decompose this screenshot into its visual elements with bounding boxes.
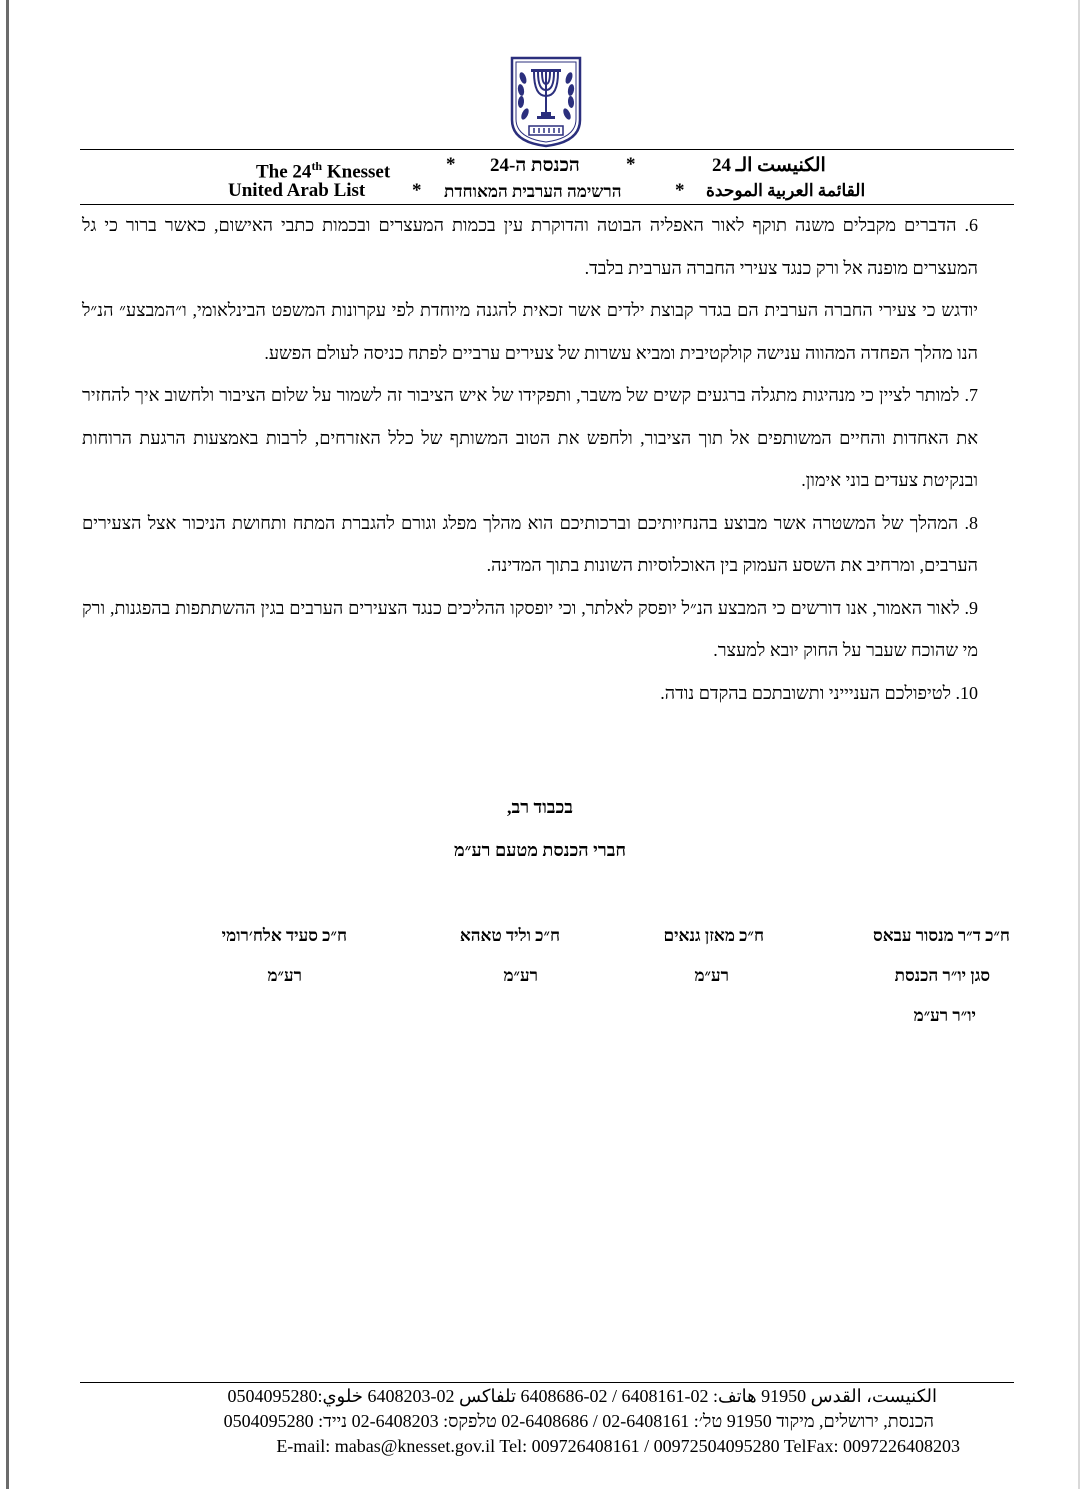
signatory-4 bbox=[222, 916, 347, 996]
party-name-en: United Arab List bbox=[228, 180, 366, 201]
signatory-name: ח״כ סעיד אלח׳רומי bbox=[221, 926, 347, 945]
signatory-party: רע״מ bbox=[503, 966, 538, 985]
footer-line-arabic: الكنيست، القدس 91950 هاتف: 02-6408161 / 02-6408686 تلفاكس 02-6408203 خلوي:0504095280 bbox=[227, 1386, 937, 1406]
scan-edge-left bbox=[6, 0, 9, 1489]
knesset-title-he: הכנסת ה-24 bbox=[490, 155, 580, 176]
footer-line-english: E-mail: mabas@knesset.gov.il Tel: 009726408161 / 00972504095280 TelFax: 0097226408203 bbox=[276, 1436, 960, 1456]
paragraph-6-note: יודגש כי צעירי החברה הערבית הם בגדר קבוצת ילדים אשר זכאית להגנה מיוחדת לפי עקרונות המשפט הבינלאומי, ו״המבצע״ הנ״ל הנו מהלך הפחדה המהווה ענישה קולקטיבית ומביא עשרות של צעירים ערביים לפתח כניסה לעולם הפשע. bbox=[82, 300, 978, 363]
paragraph-6: 6. הדברים מקבלים משנה תוקף לאור האפליה הבוטה והדוקרת עין בכמות המעצרים ובכמות כתבי האישום, כאשר ברור כי גל המעצרים מופנה אל ורק כנגד צעירי החברה הערבית בלבד. bbox=[82, 215, 978, 278]
signatory-party: רע״מ bbox=[694, 966, 729, 985]
paragraph-7: 7. למותר לציין כי מנהיגות מתגלה ברגעים קשים של משבר, ותפקידו של איש הציבור זה לשמור על שלום הציבור ולחשוב איך להחזיר את האחדות והחיים המשותפים אל תוך הציבור, ולחפש את הטוב המשותף של כלל האזרחים, לרבות באמצעות הרגעת הרוחות ובנקיטת צעדים בוני אימון. bbox=[82, 385, 978, 490]
closing-group: חברי הכנסת מטעם רע״מ bbox=[453, 840, 627, 860]
header-top-rule bbox=[80, 149, 1014, 150]
signatory-name: ח״כ מאזן גנאים bbox=[663, 926, 764, 945]
knesset-title-ar: الكنيست الـ 24 bbox=[712, 155, 826, 176]
signatory-title: סגן יו״ר הכנסת bbox=[894, 966, 990, 985]
signatory-name: ח״כ ד״ר מנסור עבאס bbox=[873, 926, 1010, 945]
signatory-1 bbox=[873, 916, 1010, 1036]
footer-line-hebrew: הכנסת, ירושלים, מיקוד 91950 טל׳: 02-6408161 / 02-6408686 טלפקס: 02-6408203 נייד: 0504095280 bbox=[223, 1411, 934, 1431]
header-separator: * bbox=[626, 154, 636, 175]
paragraph-8: 8. המהלך של המשטרה אשר מבוצע בהנחיותיכם וברכותיכם הוא מהלך מפלג וגורם להגברת המתח ותחושת הניכור אצל הצעירים הערבים, ומרחיב את השסע העמוק בין האוכלוסיות השונות בתוך המדינה. bbox=[82, 512, 978, 575]
letter-body bbox=[82, 204, 978, 714]
party-name-he: הרשימה הערבית המאוחדת bbox=[444, 182, 622, 201]
knesset-title-en: The 24th Knesset bbox=[256, 159, 391, 183]
header-separator: * bbox=[675, 180, 685, 201]
footer-contact bbox=[80, 1384, 1014, 1464]
header-separator: * bbox=[446, 154, 456, 175]
header-separator: * bbox=[412, 180, 422, 201]
menorah-emblem-icon bbox=[509, 56, 583, 148]
signatory-party: רע״מ bbox=[267, 966, 302, 985]
party-name-ar: القائمة العربية الموحدة bbox=[706, 181, 866, 200]
paragraph-9: 9. לאור האמור, אנו דורשים כי המבצע הנ״ל יופסק לאלתר, וכי יופסקו ההליכים כנגד הצעירים הערבים בגין ההשתתפות בהפגנות, ורק מי שהוכח שעבר על החוק יובא למעצר. bbox=[82, 597, 978, 660]
closing-regards: בכבוד רב, bbox=[507, 797, 573, 817]
signatory-name: ח״כ וליד טאהא bbox=[459, 926, 560, 945]
signatory-role: יו״ר רע״מ bbox=[913, 1006, 976, 1025]
footer-rule bbox=[80, 1382, 1014, 1383]
paragraph-10: 10. לטיפולכם העניייני ותשובתכם בהקדם נודה. bbox=[660, 682, 978, 703]
signatory-2 bbox=[663, 916, 764, 996]
signatory-3 bbox=[460, 916, 560, 996]
